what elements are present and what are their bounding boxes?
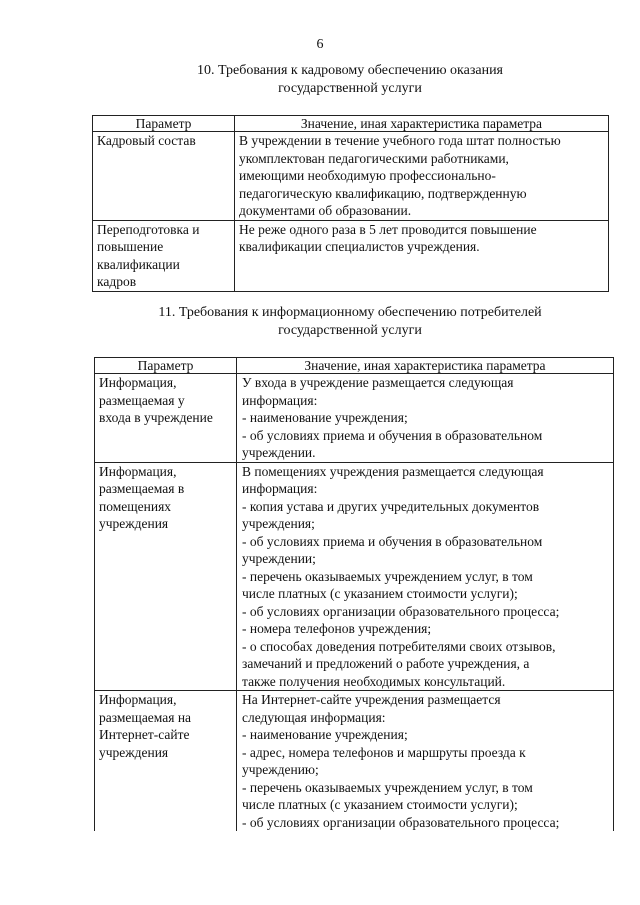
cell-text: - номера телефонов учреждения;: [242, 621, 432, 636]
cell-text: - перечень оказываемых учреждением услуг, в том: [242, 568, 533, 584]
column-header-value: Значение, иная характеристика параметра: [235, 116, 609, 132]
cell-text: кадров: [97, 274, 137, 289]
section-10-title: [140, 62, 560, 98]
table-row: [93, 220, 609, 291]
cell-text: числе платных (с указанием стоимости услуги);: [242, 586, 518, 601]
cell-text: квалификации: [97, 256, 180, 272]
cell-text: - об условиях приема и обучения в образовательном: [242, 427, 543, 443]
param-cell: [93, 220, 235, 291]
section-11-title: [140, 304, 560, 340]
cell-text: учреждения: [99, 516, 169, 531]
param-cell: [93, 132, 235, 221]
param-cell: [95, 691, 237, 832]
cell-text: У входа в учреждение размещается следующая: [242, 375, 514, 390]
section-11-title-line: 11. Требования к информационному обеспечению потребителей: [158, 305, 542, 320]
cell-text: повышение: [97, 239, 164, 254]
cell-text: - об условиях приема и обучения в образовательном: [242, 533, 543, 549]
cell-text: - об условиях организации образовательного процесса;: [242, 814, 560, 830]
column-header-parameter: Параметр: [95, 358, 237, 374]
cell-text: размещаемая на: [99, 709, 192, 725]
staffing-requirements-table: [92, 115, 609, 292]
table-row: [95, 462, 614, 691]
table-row: [95, 374, 614, 463]
table-header-row: [95, 358, 614, 374]
cell-text: - о способах доведения потребителями своих отзывов,: [242, 638, 556, 654]
cell-text: укомплектован педагогическими работниками,: [239, 150, 509, 166]
section-10-title-line: государственной услуги: [278, 81, 422, 96]
cell-text: информация:: [242, 481, 318, 496]
value-cell: [237, 374, 614, 463]
cell-text: - наименование учреждения;: [242, 410, 408, 425]
information-requirements-table: [94, 357, 614, 831]
value-cell: [237, 462, 614, 691]
cell-text: размещаемая у: [99, 392, 185, 408]
cell-text: информация:: [242, 392, 318, 408]
cell-text: также получения необходимых консультаций.: [242, 673, 506, 689]
column-header-parameter: Параметр: [93, 116, 235, 132]
cell-text: помещениях: [99, 498, 172, 514]
cell-text: учреждения: [99, 744, 169, 760]
cell-text: Интернет-сайте: [99, 727, 190, 742]
param-cell: [95, 462, 237, 691]
cell-text: - копия устава и других учредительных документов: [242, 498, 540, 514]
cell-text: Кадровый состав: [97, 133, 196, 148]
cell-text: учреждении;: [242, 551, 316, 566]
table-header-row: [93, 116, 609, 132]
cell-text: числе платных (с указанием стоимости услуги);: [242, 797, 518, 812]
cell-text: В помещениях учреждения размещается следующая: [242, 463, 544, 479]
cell-text: замечаний и предложений о работе учреждения, а: [242, 656, 530, 671]
table-row: [93, 132, 609, 221]
page-number: 6: [316, 37, 324, 52]
cell-text: Информация,: [99, 692, 177, 707]
cell-text: - наименование учреждения;: [242, 727, 408, 742]
cell-text: На Интернет-сайте учреждения размещается: [242, 692, 501, 707]
param-cell: [95, 374, 237, 463]
cell-text: квалификации специалистов учреждения.: [239, 239, 480, 254]
cell-text: учреждению;: [242, 762, 319, 777]
cell-text: документами об образовании.: [239, 203, 412, 218]
cell-text: педагогическую квалификацию, подтвержденную: [239, 185, 527, 201]
table-row: [95, 691, 614, 832]
value-cell: [235, 132, 609, 221]
cell-text: имеющими необходимую профессионально-: [239, 168, 496, 183]
cell-text: Не реже одного раза в 5 лет проводится повышение: [239, 221, 537, 237]
cell-text: - об условиях организации образовательного процесса;: [242, 603, 560, 619]
cell-text: учреждении.: [242, 445, 316, 460]
cell-text: - перечень оказываемых учреждением услуг, в том: [242, 779, 533, 795]
column-header-value: Значение, иная характеристика параметра: [237, 358, 614, 374]
cell-text: учреждения;: [242, 516, 315, 531]
cell-text: Переподготовка и: [97, 221, 200, 237]
value-cell: [235, 220, 609, 291]
section-11-title-line: государственной услуги: [278, 323, 422, 338]
value-cell: [237, 691, 614, 832]
cell-text: входа в учреждение: [99, 410, 213, 425]
cell-text: Информация,: [99, 375, 177, 390]
cell-text: - адрес, номера телефонов и маршруты проезда к: [242, 744, 526, 760]
cell-text: В учреждении в течение учебного года штат полностью: [239, 133, 561, 148]
section-10-title-line: 10. Требования к кадровому обеспечению оказания: [197, 63, 503, 78]
cell-text: Информация,: [99, 463, 177, 479]
cell-text: размещаемая в: [99, 481, 185, 496]
cell-text: следующая информация:: [242, 709, 386, 725]
